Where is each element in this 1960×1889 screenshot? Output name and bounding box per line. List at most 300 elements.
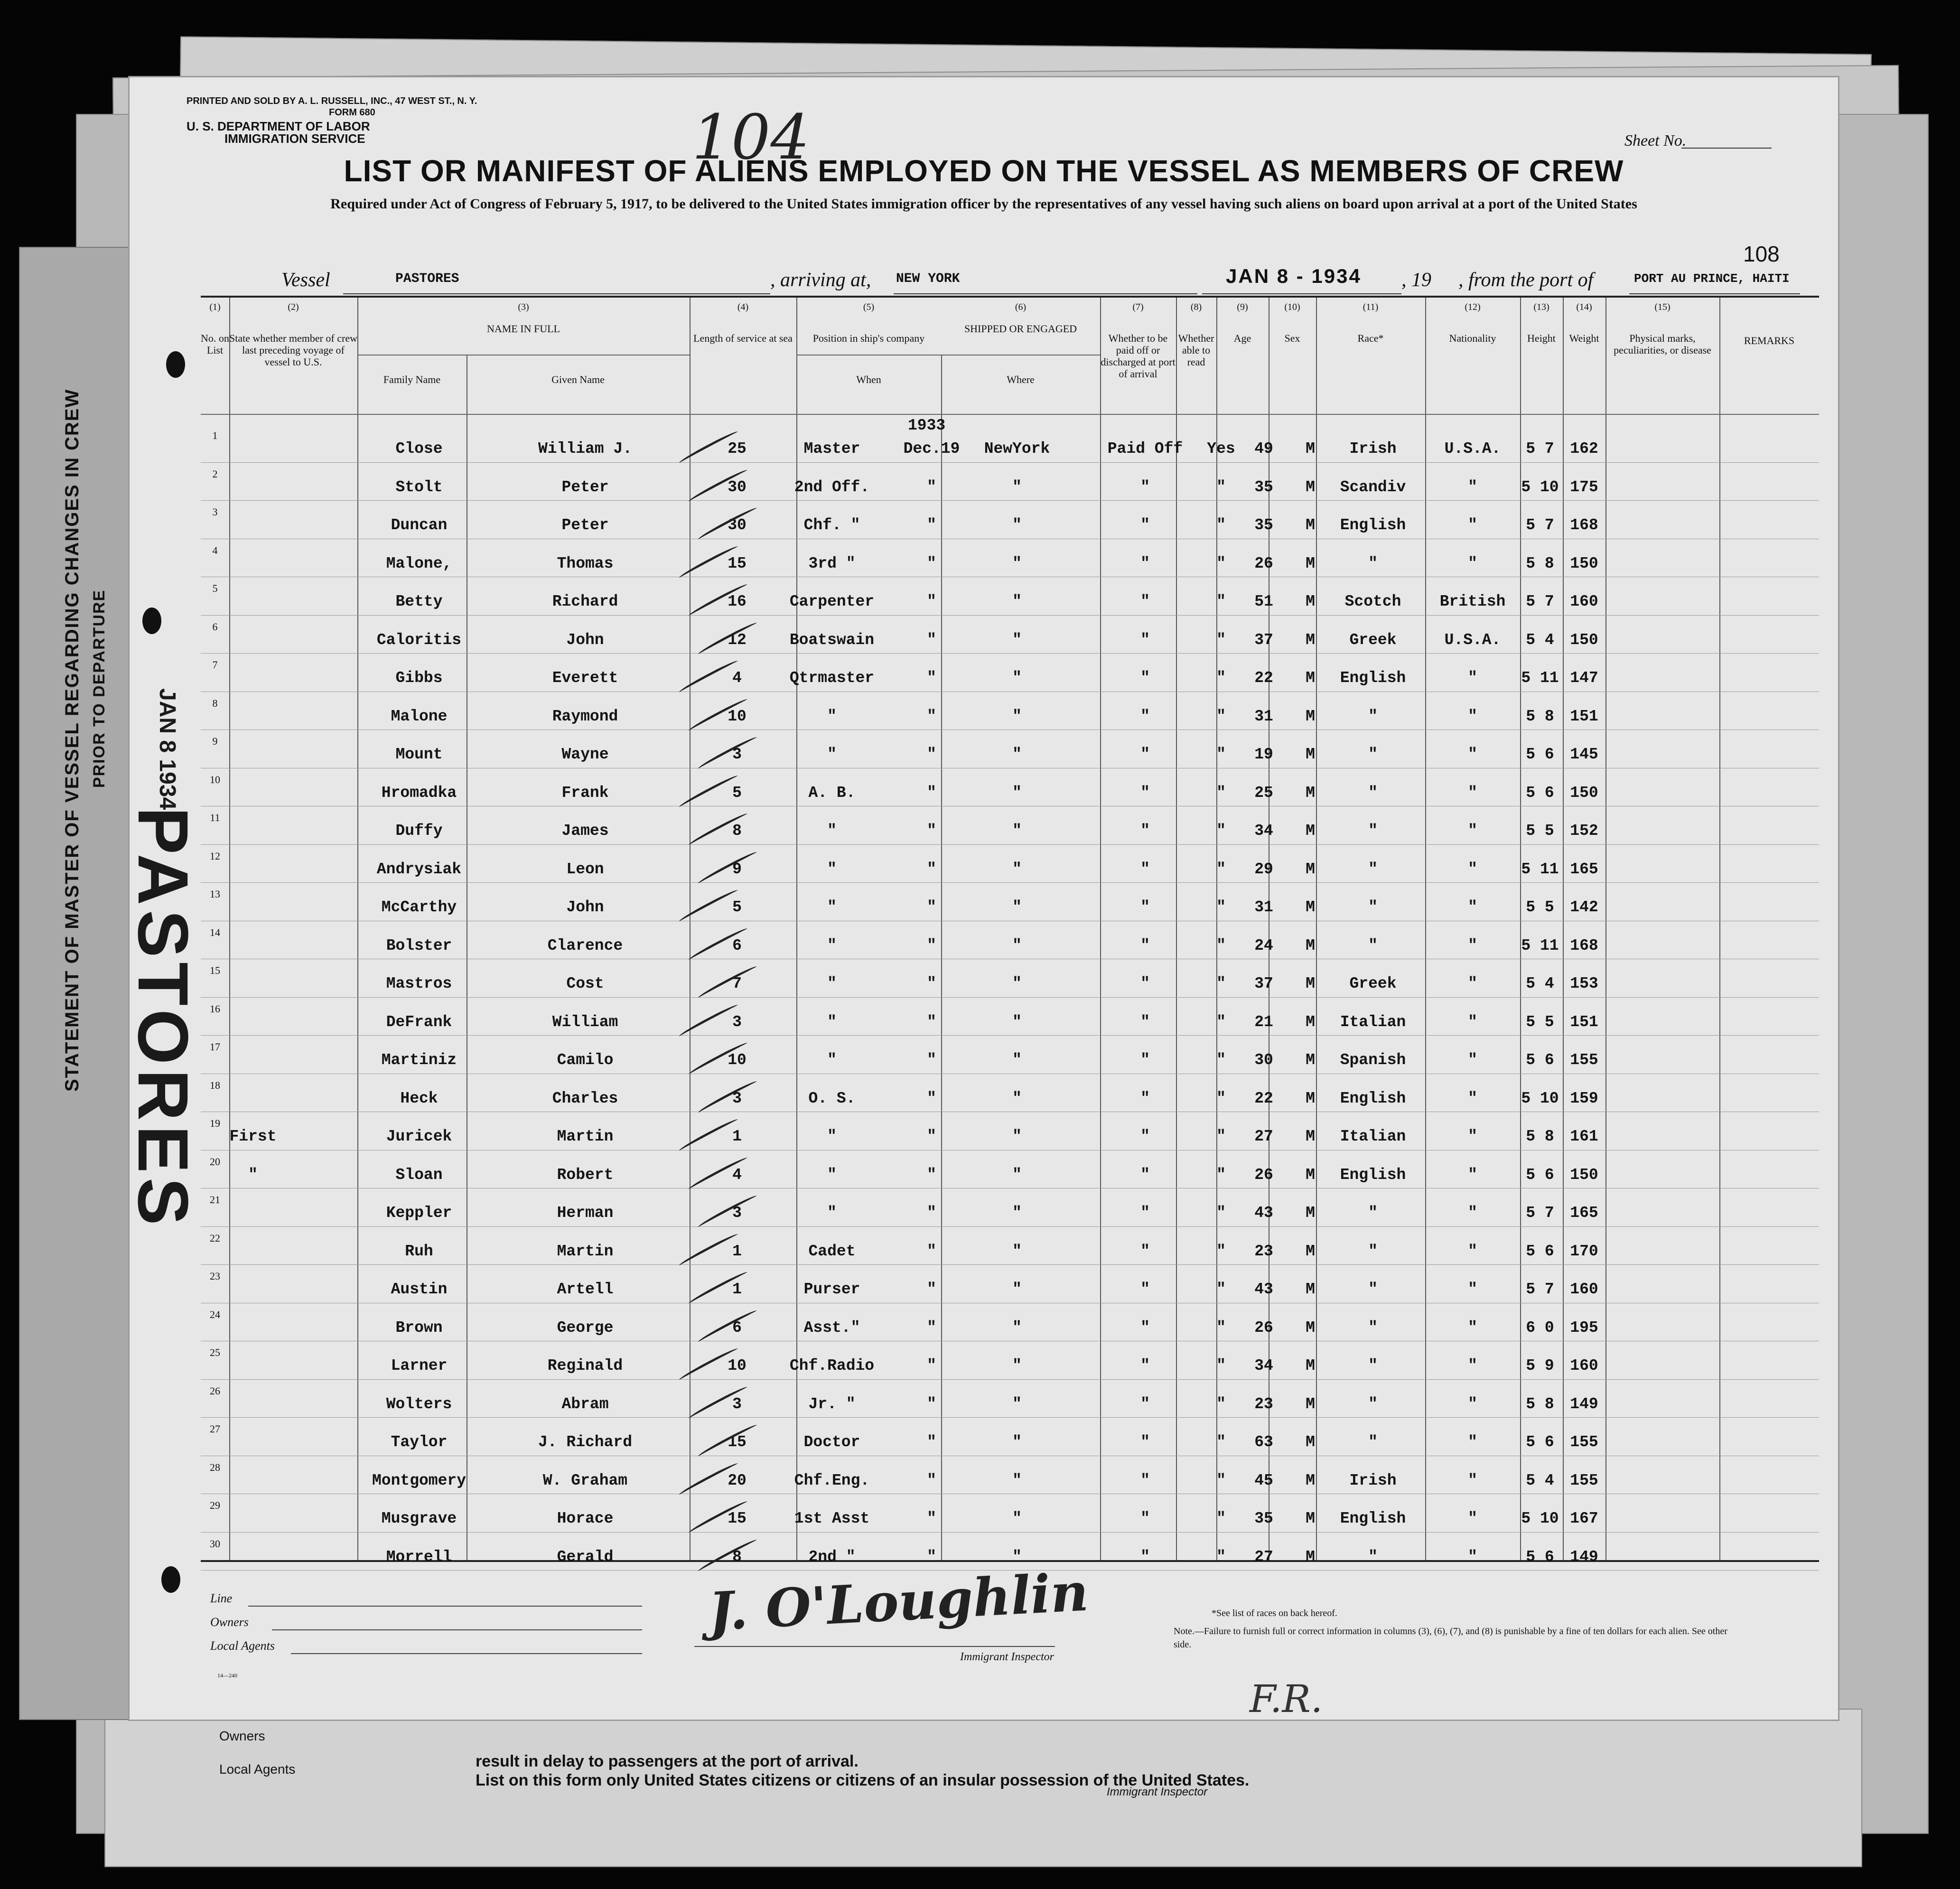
age-cell: 49 [1254, 440, 1273, 458]
column-number: (1) [209, 302, 221, 312]
age-cell: 27 [1254, 1548, 1273, 1566]
weight-cell: 159 [1570, 1089, 1598, 1107]
age-cell: 35 [1254, 1510, 1273, 1527]
given-name-cell: Cost [566, 975, 604, 992]
column-number: (13) [1533, 302, 1549, 312]
row-number: 14 [210, 926, 220, 938]
position-cell: Chf. " [803, 516, 860, 534]
service-cell: 5 [732, 898, 742, 916]
table-row [201, 1423, 1819, 1472]
column-label: Whether to be paid off or discharged at port of arrival [1101, 332, 1176, 380]
local-agents-label: Local Agents [210, 1639, 275, 1653]
table-row [201, 1002, 1819, 1052]
column-label: REMARKS [1744, 335, 1795, 346]
nationality-cell: " [1468, 1357, 1477, 1375]
inspector-signature: J. O'Loughlin [707, 1561, 1090, 1643]
date-fill-line [1202, 293, 1401, 294]
sex-cell: M [1306, 1471, 1315, 1489]
read-cell: " [1216, 898, 1226, 916]
weight-cell: 149 [1570, 1548, 1598, 1566]
race-cell: " [1368, 746, 1378, 763]
race-cell: " [1368, 1319, 1378, 1337]
where-cell: " [1012, 1548, 1022, 1566]
table-row [201, 1499, 1819, 1548]
family-name-cell: Wolters [386, 1395, 452, 1413]
paid-off-cell: " [1140, 1471, 1150, 1489]
row-number: 30 [210, 1537, 220, 1550]
weight-cell: 151 [1570, 707, 1598, 725]
when-cell: " [927, 1433, 936, 1451]
position-cell: " [827, 860, 837, 878]
table-row [201, 659, 1819, 708]
race-cell: " [1368, 1281, 1378, 1298]
given-name-cell: James [561, 822, 609, 840]
given-name-cell: Richard [552, 593, 618, 610]
service-cell: 3 [732, 746, 742, 763]
table-row [201, 582, 1819, 631]
race-cell: English [1340, 516, 1406, 534]
sex-cell: M [1306, 707, 1315, 725]
family-name-cell: Stolt [395, 478, 443, 496]
read-cell: " [1216, 1281, 1226, 1298]
paid-off-cell: " [1140, 975, 1150, 992]
row-number: 18 [210, 1079, 220, 1091]
height-cell: 5 6 [1526, 784, 1554, 802]
given-name-cell: Leon [566, 860, 604, 878]
sex-cell: M [1306, 1395, 1315, 1413]
underlying-note-2: List on this form only United States citizens or citizens of an insular possession of the United States. [476, 1771, 1250, 1789]
given-name-cell: Herman [557, 1204, 614, 1222]
height-cell: 5 5 [1526, 822, 1554, 840]
service-cell: 3 [732, 1089, 742, 1107]
age-cell: 30 [1254, 1051, 1273, 1069]
service-cell: 30 [728, 516, 747, 534]
age-cell: 35 [1254, 478, 1273, 496]
race-cell: " [1368, 1548, 1378, 1566]
nationality-cell: " [1468, 1395, 1477, 1413]
nationality-cell: " [1468, 1433, 1477, 1451]
position-cell: A. B. [808, 784, 856, 802]
arrival-date-stamp: JAN 8 - 1934 [1226, 265, 1362, 287]
read-cell: " [1216, 1395, 1226, 1413]
given-name-cell: William [552, 1013, 618, 1031]
sex-cell: M [1306, 746, 1315, 763]
read-cell: " [1216, 1510, 1226, 1527]
position-cell: " [827, 1051, 837, 1069]
vessel-name: PASTORES [395, 271, 459, 286]
where-cell: " [1012, 554, 1022, 572]
height-cell: 5 10 [1521, 478, 1559, 496]
paid-off-cell: " [1140, 1051, 1150, 1069]
column-number: (5) [863, 302, 875, 312]
weight-cell: 142 [1570, 898, 1598, 916]
paid-off-cell: " [1140, 898, 1150, 916]
family-name-cell: Close [395, 440, 443, 458]
nationality-cell: " [1468, 1281, 1477, 1298]
where-cell: " [1012, 669, 1022, 687]
where-cell: " [1012, 1357, 1022, 1375]
manifest-form [123, 76, 1839, 1721]
column-header [1176, 301, 1216, 368]
height-cell: 5 6 [1526, 1433, 1554, 1451]
where-cell: " [1012, 1433, 1022, 1451]
race-cell: Italian [1340, 1013, 1406, 1031]
where-cell: " [1012, 1204, 1022, 1222]
column-number: (10) [1284, 302, 1300, 312]
age-cell: 37 [1254, 975, 1273, 992]
row-number: 23 [210, 1270, 220, 1282]
nationality-cell: " [1468, 1051, 1477, 1069]
when-cell: " [927, 1319, 936, 1337]
paid-off-cell: " [1140, 936, 1150, 954]
service-cell: 6 [732, 936, 742, 954]
column-number: (14) [1576, 302, 1592, 312]
age-cell: 22 [1254, 669, 1273, 687]
race-cell: Scandiv [1340, 478, 1406, 496]
race-cell: Irish [1349, 440, 1397, 458]
side-date-stamp: JAN 8 1934 [155, 688, 180, 810]
arriving-port: NEW YORK [896, 271, 960, 286]
given-name-cell: Gerald [557, 1548, 614, 1566]
nationality-cell: " [1468, 1166, 1477, 1184]
age-cell: 26 [1254, 1319, 1273, 1337]
form-number: FORM 680 [329, 107, 375, 118]
read-cell: " [1216, 707, 1226, 725]
column-header [229, 301, 357, 368]
service-cell: 1 [732, 1281, 742, 1298]
race-cell: " [1368, 1242, 1378, 1260]
position-cell: " [827, 1128, 837, 1145]
height-cell: 5 6 [1526, 1166, 1554, 1184]
position-cell: " [827, 1204, 837, 1222]
table-row [201, 964, 1819, 1013]
service-cell: 3 [732, 1395, 742, 1413]
weight-cell: 150 [1570, 554, 1598, 572]
subheader-where: Where [1007, 374, 1035, 385]
paid-off-cell: " [1140, 516, 1150, 534]
sex-cell: M [1306, 669, 1315, 687]
sex-cell: M [1306, 822, 1315, 840]
row-number: 10 [210, 773, 220, 786]
service-cell: 4 [732, 669, 742, 687]
family-name-cell: Bolster [386, 936, 452, 954]
family-name-cell: Brown [395, 1319, 443, 1337]
position-cell: Purser [803, 1281, 860, 1298]
read-cell: " [1216, 1471, 1226, 1489]
read-cell: " [1216, 936, 1226, 954]
sex-cell: M [1306, 1051, 1315, 1069]
table-row [201, 468, 1819, 517]
where-cell: " [1012, 1471, 1022, 1489]
read-cell: " [1216, 478, 1226, 496]
when-cell: " [927, 631, 936, 649]
read-cell: " [1216, 1089, 1226, 1107]
where-cell: " [1012, 746, 1022, 763]
column-header [1605, 301, 1719, 356]
race-cell: " [1368, 707, 1378, 725]
height-cell: 5 6 [1526, 1548, 1554, 1566]
family-name-cell: Ruh [405, 1242, 433, 1260]
paid-off-cell: Paid Off [1107, 440, 1183, 458]
sex-cell: M [1306, 554, 1315, 572]
column-header [357, 301, 690, 335]
form-title: LIST OR MANIFEST OF ALIENS EMPLOYED ON THE VESSEL AS MEMBERS OF CREW [344, 154, 1624, 188]
read-cell: " [1216, 860, 1226, 878]
read-cell: " [1216, 1357, 1226, 1375]
sex-cell: M [1306, 1319, 1315, 1337]
given-name-cell: John [566, 631, 604, 649]
height-cell: 5 5 [1526, 898, 1554, 916]
service-name: IMMIGRATION SERVICE [224, 131, 365, 146]
weight-cell: 150 [1570, 1166, 1598, 1184]
column-label: No. on List [201, 332, 229, 356]
position-cell: 1st Asst [794, 1510, 870, 1527]
position-cell: Carpenter [789, 593, 875, 610]
service-cell: 4 [732, 1166, 742, 1184]
sex-cell: M [1306, 1204, 1315, 1222]
page-number: 108 [1743, 242, 1780, 266]
where-cell: NewYork [984, 440, 1050, 458]
paid-off-cell: " [1140, 784, 1150, 802]
where-cell: " [1012, 1128, 1022, 1145]
when-cell: Dec.19 [903, 440, 960, 458]
read-cell: " [1216, 1128, 1226, 1145]
nationality-cell: " [1468, 1319, 1477, 1337]
height-cell: 5 7 [1526, 593, 1554, 610]
sex-cell: M [1306, 898, 1315, 916]
where-cell: " [1012, 784, 1022, 802]
table-row [201, 1194, 1819, 1243]
line-fill-line [248, 1606, 642, 1607]
paid-off-cell: " [1140, 1204, 1150, 1222]
where-cell: " [1012, 516, 1022, 534]
row-number: 1 [212, 430, 218, 441]
when-cell: " [927, 1089, 936, 1107]
immigrant-inspector-label: Immigrant Inspector [960, 1651, 1054, 1663]
race-cell: " [1368, 1433, 1378, 1451]
height-cell: 5 11 [1521, 669, 1559, 687]
owners-fill-line [272, 1629, 642, 1630]
read-cell: " [1216, 1204, 1226, 1222]
position-cell: Cadet [808, 1242, 856, 1260]
weight-cell: 170 [1570, 1242, 1598, 1260]
nationality-cell: " [1468, 746, 1477, 763]
family-name-cell: Juricek [386, 1128, 452, 1145]
handwritten-number: 104 [692, 101, 810, 173]
service-cell: 7 [732, 975, 742, 992]
position-cell: " [827, 936, 837, 954]
position-cell: 2nd " [808, 1548, 856, 1566]
service-cell: 15 [728, 554, 747, 572]
family-name-cell: Betty [395, 593, 443, 610]
form-code: 14—240 [217, 1672, 237, 1679]
paid-off-cell: " [1140, 1089, 1150, 1107]
nationality-cell: U.S.A. [1444, 440, 1501, 458]
service-cell: 1 [732, 1128, 742, 1145]
nationality-cell: " [1468, 554, 1477, 572]
column-number: (15) [1654, 302, 1671, 312]
punch-hole [161, 1566, 180, 1593]
nationality-cell: " [1468, 1242, 1477, 1260]
row-number: 13 [210, 888, 220, 900]
paid-off-cell: " [1140, 1242, 1150, 1260]
given-name-cell: Artell [557, 1281, 614, 1298]
paid-off-cell: " [1140, 707, 1150, 725]
height-cell: 5 6 [1526, 1242, 1554, 1260]
nationality-cell: U.S.A. [1444, 631, 1501, 649]
height-cell: 5 7 [1526, 516, 1554, 534]
position-cell: " [827, 975, 837, 992]
column-header [690, 301, 796, 344]
age-cell: 26 [1254, 1166, 1273, 1184]
when-cell: " [927, 898, 936, 916]
from-port: PORT AU PRINCE, HAITI [1634, 271, 1790, 286]
when-cell: " [927, 1357, 936, 1375]
nationality-cell: " [1468, 860, 1477, 878]
nationality-cell: " [1468, 669, 1477, 687]
subheader-when: When [856, 374, 881, 385]
sex-cell: M [1306, 860, 1315, 878]
position-cell: " [827, 746, 837, 763]
given-name-cell: Abram [561, 1395, 609, 1413]
nationality-cell: " [1468, 478, 1477, 496]
given-name-cell: Robert [557, 1166, 614, 1184]
race-cell: " [1368, 1357, 1378, 1375]
race-cell: Scotch [1344, 593, 1401, 610]
port-fill-line [894, 293, 1197, 294]
when-cell: " [927, 1128, 936, 1145]
race-cell: " [1368, 554, 1378, 572]
age-cell: 19 [1254, 746, 1273, 763]
paid-off-cell: " [1140, 1510, 1150, 1527]
subheader-given-name: Given Name [551, 374, 605, 385]
nationality-cell: " [1468, 1510, 1477, 1527]
when-cell: " [927, 669, 936, 687]
sex-cell: M [1306, 1510, 1315, 1527]
when-cell: " [927, 936, 936, 954]
row-number: 25 [210, 1347, 220, 1358]
where-cell: " [1012, 822, 1022, 840]
when-cell: " [927, 1166, 936, 1184]
nationality-cell: " [1468, 707, 1477, 725]
column-number: (11) [1363, 302, 1379, 312]
position-cell: Jr. " [808, 1395, 856, 1413]
race-cell: Irish [1349, 1471, 1397, 1489]
vessel-label: Vessel [281, 269, 330, 291]
read-cell: " [1216, 746, 1226, 763]
age-cell: 26 [1254, 554, 1273, 572]
table-row [201, 544, 1819, 593]
service-cell: 15 [728, 1510, 747, 1527]
family-name-cell: Montgomery [372, 1471, 467, 1489]
race-cell: " [1368, 822, 1378, 840]
where-cell: " [1012, 478, 1022, 496]
punch-hole [166, 351, 185, 378]
age-cell: 25 [1254, 784, 1273, 802]
row-number: 4 [212, 544, 218, 556]
when-cell: " [927, 975, 936, 992]
where-cell: " [1012, 1319, 1022, 1337]
position-cell: 3rd " [808, 554, 856, 572]
where-cell: " [1012, 860, 1022, 878]
service-cell: 10 [728, 707, 747, 725]
paid-off-cell: " [1140, 860, 1150, 878]
agents-fill-line [291, 1653, 642, 1654]
table-row [201, 1461, 1819, 1510]
age-cell: 37 [1254, 631, 1273, 649]
weight-cell: 162 [1570, 440, 1598, 458]
read-cell: " [1216, 669, 1226, 687]
sex-cell: M [1306, 1548, 1315, 1566]
given-name-cell: W. Graham [542, 1471, 628, 1489]
row-number: 26 [210, 1384, 220, 1397]
height-cell: 5 6 [1526, 746, 1554, 763]
height-cell: 6 0 [1526, 1319, 1554, 1337]
races-note: *See list of races on back hereof. [1212, 1608, 1337, 1618]
read-cell: " [1216, 593, 1226, 610]
given-name-cell: William J. [538, 440, 633, 458]
weight-cell: 155 [1570, 1051, 1598, 1069]
height-cell: 5 10 [1521, 1510, 1559, 1527]
family-name-cell: Sloan [395, 1166, 443, 1184]
sex-cell: M [1306, 784, 1315, 802]
where-cell: " [1012, 975, 1022, 992]
sex-cell: M [1306, 1433, 1315, 1451]
where-cell: " [1012, 1089, 1022, 1107]
nationality-cell: " [1468, 1013, 1477, 1031]
column-label: Race* [1357, 332, 1384, 344]
position-cell: Asst." [803, 1319, 860, 1337]
from-port-fill-line [1629, 293, 1800, 294]
underlying-owners-label: Owners [219, 1729, 265, 1743]
weight-cell: 168 [1570, 936, 1598, 954]
race-cell: Greek [1349, 631, 1397, 649]
when-cell: " [927, 478, 936, 496]
position-cell: " [827, 707, 837, 725]
service-cell: 1 [732, 1242, 742, 1260]
race-cell: " [1368, 784, 1378, 802]
department-name: U. S. DEPARTMENT OF LABOR [187, 119, 370, 133]
sex-cell: M [1306, 1013, 1315, 1031]
family-name-cell: Duffy [395, 822, 443, 840]
when-cell: " [927, 1510, 936, 1527]
height-cell: 5 7 [1526, 440, 1554, 458]
column-number: (12) [1465, 302, 1481, 312]
position-cell: O. S. [808, 1089, 856, 1107]
paid-off-cell: " [1140, 669, 1150, 687]
height-cell: 5 5 [1526, 1013, 1554, 1031]
paid-off-cell: " [1140, 746, 1150, 763]
column-label: Sex [1284, 332, 1300, 344]
service-cell: 9 [732, 860, 742, 878]
nationality-cell: " [1468, 898, 1477, 916]
signature-line [694, 1646, 1055, 1647]
when-cell: " [927, 593, 936, 610]
underlying-agents-label: Local Agents [219, 1762, 296, 1777]
given-name-cell: John [566, 898, 604, 916]
age-cell: 22 [1254, 1089, 1273, 1107]
department-heading [187, 120, 370, 145]
column-header [1316, 301, 1425, 344]
when-cell: " [927, 1548, 936, 1566]
age-cell: 31 [1254, 707, 1273, 725]
where-cell: " [1012, 936, 1022, 954]
table-row [201, 888, 1819, 937]
height-cell: 5 7 [1526, 1281, 1554, 1298]
column-number: (2) [288, 302, 299, 312]
when-cell: " [927, 554, 936, 572]
column-label: Nationality [1449, 332, 1496, 344]
